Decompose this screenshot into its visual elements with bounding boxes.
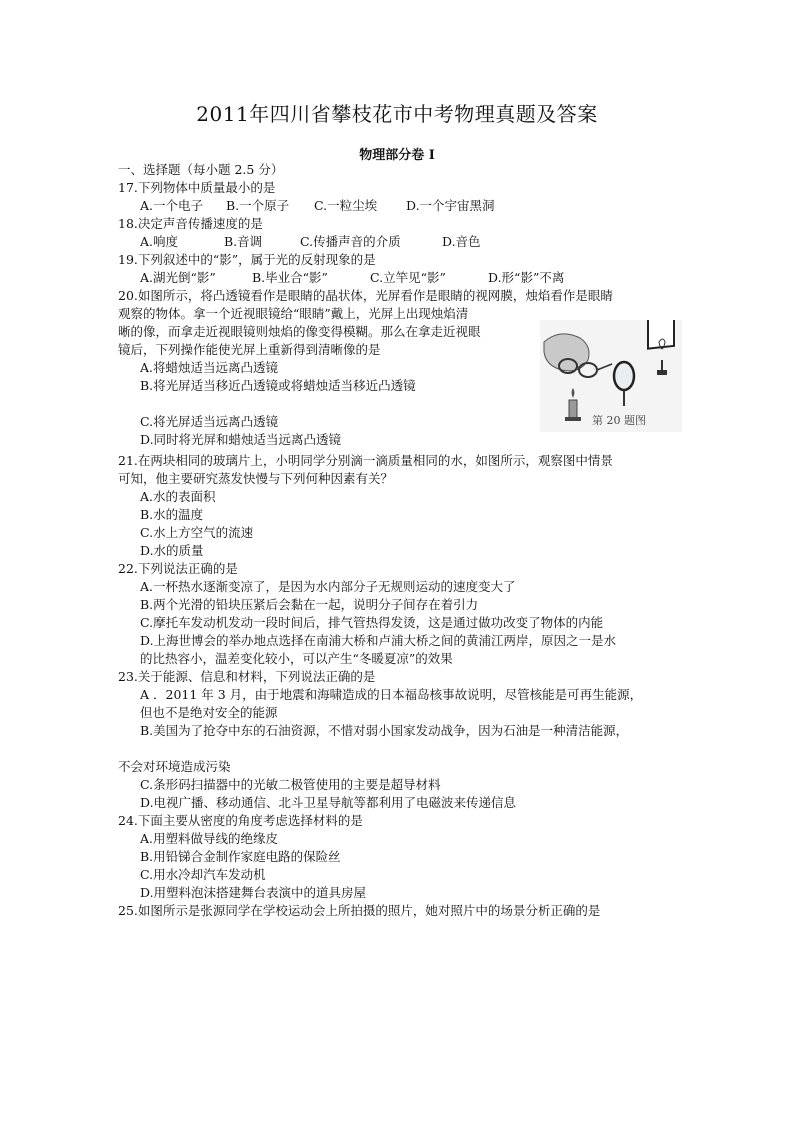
option-b: B.一个原子 [226,198,290,213]
option-d: D.一个宇宙黑洞 [406,198,495,213]
question-20-stem-line: 镜后，下列操作能使光屏上重新得到清晰像的是 [118,342,381,357]
question-18-options [140,233,481,251]
question-19-options [140,269,564,287]
question-23-stem: 23.关于能源、信息和材料，下列说法正确的是 [118,669,376,684]
question-21-stem-line: 可知，他主要研究蒸发快慢与下列何种因素有关？ [118,471,394,486]
option-a: A.湖光倒“影” [140,270,216,285]
question-23-option-d: D.电视广播、移动通信、北斗卫星导航等都利用了电磁波来传递信息 [140,795,517,810]
option-a: A.响度 [140,234,179,249]
question-20-stem-line: 晰的像，而拿走近视眼镜则烛焰的像变得模糊。那么在拿走近视眼 [118,324,481,339]
option-d: D.音色 [442,234,481,249]
question-23-option-b-cont: 不会对环境造成污染 [118,759,231,774]
question-24-option-b: B.用铅锑合金制作家庭电路的保险丝 [140,849,341,864]
question-20-option-a: A.将蜡烛适当远离凸透镜 [140,360,279,375]
figure-caption: 第 20 题图 [592,414,646,427]
option-c: C.传播声音的介质 [300,234,401,249]
question-20-option-b: B.将光屏适当移近凸透镜或将蜡烛适当移近凸透镜 [140,378,416,393]
question-17-options [140,197,495,215]
question-22-option-d: D.上海世博会的举办地点选择在南浦大桥和卢浦大桥之间的黄浦江两岸，原因之一是水 [140,633,617,648]
question-22-option-b: B.两个光滑的铅块压紧后会黏在一起，说明分子间存在着引力 [140,597,479,612]
question-23-option-c: C.条形码扫描器中的光敏二极管使用的主要是超导材料 [140,777,441,792]
question-18-stem: 18.决定声音传播速度的是 [118,216,263,231]
question-22-option-c: C.摩托车发动机发动一段时间后，排气管热得发烫，这是通过做功改变了物体的内能 [140,615,604,630]
question-20-figure [540,320,682,432]
question-21-option-a: A.水的表面积 [140,489,216,504]
question-20-stem-line: 20.如图所示，将凸透镜看作是眼睛的晶状体，光屏看作是眼睛的视网膜，烛焰看作是眼睛 [118,288,613,303]
section-heading: 物理部分卷 I [359,148,435,163]
question-20-stem-line: 观察的物体。拿一个近视眼镜给“眼睛”戴上，光屏上出现烛焰清 [118,306,469,321]
question-25-stem: 25.如图所示是张源同学在学校运动会上所拍摄的照片，她对照片中的场景分析正确的是 [118,903,601,918]
question-22-stem: 22.下列说法正确的是 [118,561,238,576]
option-c: C.立竿见“影” [370,270,446,285]
option-d: D.形“影”不离 [488,270,565,285]
page-title: 2011年四川省攀枝花市中考物理真题及答案 [196,102,598,126]
question-22-option-d-cont: 的比热容小，温差变化较小，可以产生“冬暖夏凉”的效果 [140,651,453,666]
question-23-option-b: B.美国为了抢夺中东的石油资源，不惜对弱小国家发动战争，因为石油是一种清洁能源， [140,723,629,738]
question-24-option-d: D.用塑料泡沫搭建舞台表演中的道具房屋 [140,885,367,900]
question-23-option-a: A ．2011 年 3 月，由于地震和海啸造成的日本福岛核事故说明，尽管核能是可再生能源， [140,687,643,702]
option-c: C.一粒尘埃 [314,198,378,213]
question-22-option-a: A.一杯热水逐渐变凉了，是因为水内部分子无规则运动的速度变大了 [140,579,516,594]
option-a: A.一个电子 [140,198,204,213]
question-24-option-a: A.用塑料做导线的绝缘皮 [140,831,279,846]
question-24-stem: 24.下面主要从密度的角度考虑选择材料的是 [118,813,363,828]
question-20-option-d: D.同时将光屏和蜡烛适当远离凸透镜 [140,432,342,447]
question-21-stem-line: 21.在两块相同的玻璃片上，小明同学分别滴一滴质量相同的水，如图所示，观察图中情景 [118,453,613,468]
section-label: 一、选择题（每小题 2.5 分） [118,162,284,177]
question-21-option-d: D.水的质量 [140,543,204,558]
question-21-option-c: C.水上方空气的流速 [140,525,254,540]
question-19-stem: 19.下列叙述中的“影”，属于光的反射现象的是 [118,252,376,267]
question-20-option-c: C.将光屏适当远离凸透镜 [140,414,279,429]
question-24-option-c: C.用水冷却汽车发动机 [140,867,266,882]
question-23-option-a-cont: 但也不是绝对安全的能源 [140,705,278,720]
option-b: B.毕业合“影” [252,270,328,285]
question-17-stem: 17.下列物体中质量最小的是 [118,180,276,195]
question-21-option-b: B.水的温度 [140,507,204,522]
option-b: B.音调 [224,234,263,249]
